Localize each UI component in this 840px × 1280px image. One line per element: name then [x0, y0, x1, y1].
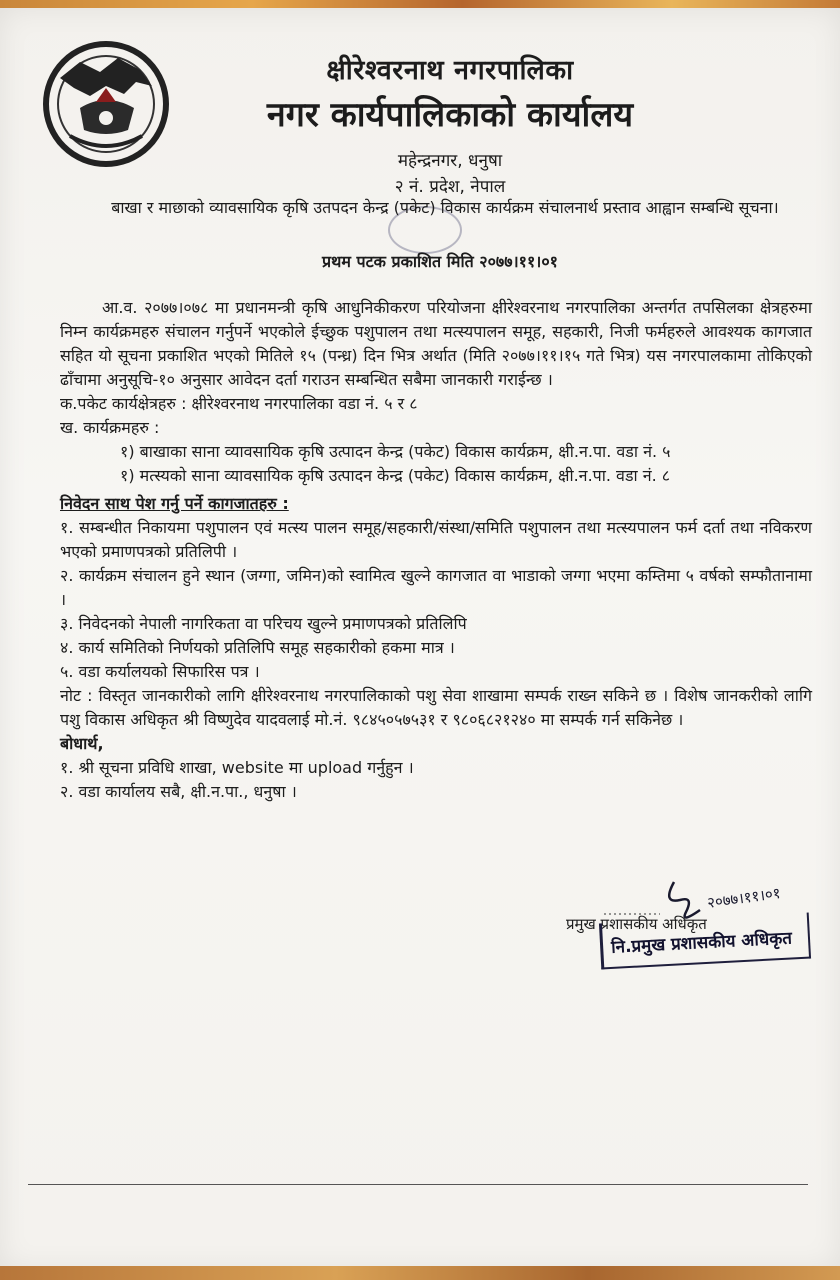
document-item: १. सम्बन्धीत निकायमा पशुपालन एवं मत्स्य पालन समूह/सहकारी/संस्था/समिति पशुपालन तथा मत्स्यपालन फर्म दर्ता तथा नविकरण भएको प्रमाणपत्रको प्रतिलिपी ।: [60, 518, 812, 561]
cc-item: २. वडा कार्यालय सबै, क्षी.न.पा., धनुषा ।: [60, 782, 297, 801]
municipality-emblem-icon: [40, 38, 172, 170]
province-line: २ नं. प्रदेश, नेपाल: [394, 177, 506, 197]
footer-divider: [28, 1184, 808, 1185]
pocket-areas: क.पकेट कार्यक्षेत्रहरु : क्षीरेश्वरनाथ नगरपालिका वडा नं. ५ र ८: [60, 394, 418, 413]
notice-page: [0, 8, 840, 1270]
office-title: नगर कार्यपालिकाको कार्यालय: [266, 95, 634, 135]
document-item: ३. निवेदनको नेपाली नागरिकता वा परिचय खुल्ने प्रमाणपत्रको प्रतिलिपि: [60, 614, 467, 633]
document-item: ५. वडा कर्यालयको सिफारिस पत्र ।: [60, 662, 260, 681]
document-item: २. कार्यक्रम संचालन हुने स्थान (जग्गा, जमिन)को स्वामित्व खुल्ने कागजात वा भाडाको जग्गा भएमा कम्तिमा ५ वर्षको सम्फौतानामा ।: [60, 566, 812, 609]
documents-heading: निवेदन साथ पेश गर्नु पर्ने कागजातहरु :: [60, 494, 289, 513]
cc-label: बोधार्थ,: [60, 734, 104, 753]
note-paragraph: नोट : विस्तृत जानकारीको लागि क्षीरेश्वरनाथ नगरपालिकाको पशु सेवा शाखामा सम्पर्क राख्न सकिने छ । विशेष जानकरीको लागि पशु विकास अधिकृत श्री विष्णुदेव यादवलाई मो.नं. ९८४५०५७५३१ र ९८०६८२१२४० मा सम्पर्क गर्न सकिनेछ ।: [60, 686, 812, 729]
program-item: १) बाखाका साना व्यावसायिक कृषि उत्पादन केन्द्र (पकेट) विकास कार्यक्रम, क्षी.न.पा. वडा नं. ५: [120, 442, 671, 461]
svg-text:२०७७।११।०१: २०७७।११।०१: [706, 883, 782, 912]
publication-date: प्रथम पटक प्रकाशित मिति २०७७।११।०१: [322, 252, 558, 271]
programs-label: ख. कार्यक्रमहरु :: [60, 418, 160, 437]
office-location: महेन्द्रनगर, धनुषा: [397, 151, 503, 171]
document-item: ४. कार्य समितिको निर्णयको प्रतिलिपि समूह सहकारीको हकमा मात्र ।: [60, 638, 455, 657]
municipality-name: क्षीरेश्वरनाथ नगरपालिका: [326, 55, 574, 86]
bottom-border-strip: [0, 1266, 840, 1280]
signatory-title: प्रमुख प्रशासकीय अधिकृत: [566, 915, 707, 933]
program-item: १) मत्स्यको साना व्यावसायिक कृषि उत्पादन केन्द्र (पकेट) विकास कार्यक्रम, क्षी.न.पा. वडा नं. ८: [120, 466, 671, 485]
cc-item: १. श्री सूचना प्रविधि शाखा, website मा upload गर्नुहुन ।: [60, 758, 414, 777]
notice-subject: बाखा र माछाको व्यावसायिक कृषि उतपदन केन्द्र (पकेट) विकास कार्यक्रम संचालनार्थ प्रस्ताव आह्वान सम्बन्धि सूचना।: [111, 198, 779, 217]
notice-body: [60, 296, 812, 804]
intro-paragraph: आ.व. २०७७।०७८ मा प्रधानमन्त्री कृषि आधुनिकीकरण परियोजना क्षीरेश्वरनाथ नगरपालिका अन्तर्गत तपसिलका क्षेत्रहरुमा निम्न कार्यक्रमहरु संचालन गर्नुपर्ने भएकोले ईच्छुक पशुपालन तथा मत्स्यपालन समूह, सहकारी, निजी फर्महरुले आवश्यक कागजात सहित यो सूचना प्रकाशित भएको मितिले १५ (पन्ध्र) दिन भित्र अर्थात (मिति २०७७।११।१५ गते भित्र) यस नगरपालकामा तोकिएको ढाँचामा अनुसूचि-१० अनुसार आवेदन दर्ता गराउन सम्बन्धित सबैमा जानकारी गराईन्छ ।: [60, 298, 812, 389]
official-stamp: नि.प्रमुख प्रशासकीय अधिकृत: [599, 913, 811, 970]
